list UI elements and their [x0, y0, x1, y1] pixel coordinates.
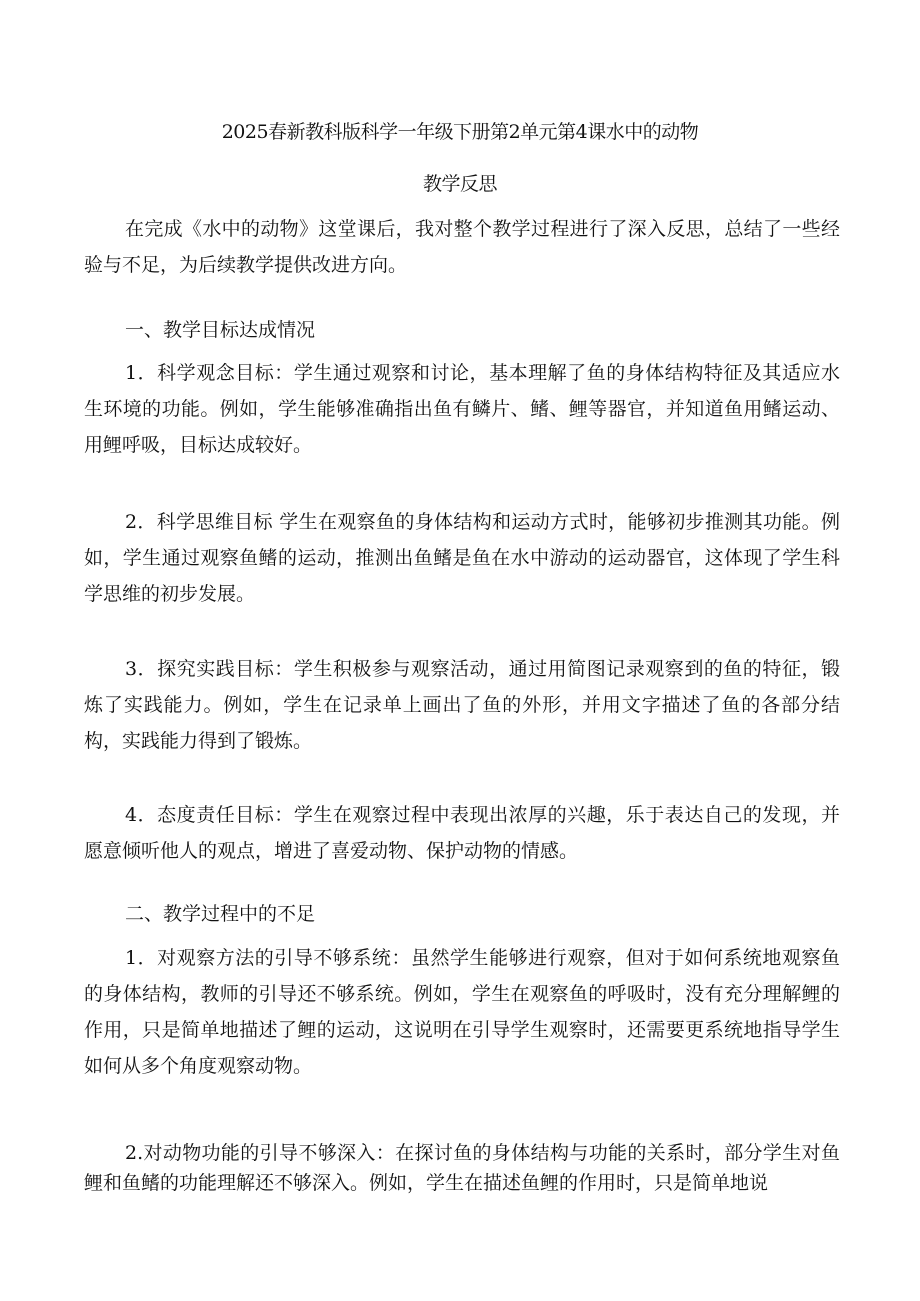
section-heading-goals: 一、教学目标达成情况: [125, 319, 316, 341]
goal-item-3: 3．探究实践目标：学生积极参与观察活动，通过用简图记录观察到的鱼的特征，锻炼了实践能力。例如，学生在记录单上画出了鱼的外形，并用文字描述了鱼的各部分结构，实践能力得到了锻炼。: [84, 658, 840, 752]
shortcoming-item-2: 2.对动物功能的引导不够深入：在探讨鱼的身体结构与功能的关系时，部分学生对鱼鲤和鱼鳍的功能理解还不够深入。例如，学生在描述鱼鲤的作用时，只是简单地说: [84, 1142, 840, 1194]
document-subtitle: 教学反思: [422, 173, 497, 195]
section-heading-shortcomings: 二、教学过程中的不足: [125, 903, 316, 925]
goal-item-1: 1．科学观念目标：学生通过观察和讨论，基本理解了鱼的身体结构特征及其适应水生环境的功能。例如，学生能够准确指出鱼有鳞片、鳍、鲤等器官，并知道鱼用鳍运动、用鲤呼吸，目标达成较好。: [84, 362, 840, 456]
intro-paragraph: 在完成《水中的动物》这堂课后，我对整个教学过程进行了深入反思，总结了一些经验与不足，为后续教学提供改进方向。: [84, 218, 840, 276]
shortcoming-item-1: 1．对观察方法的引导不够系统：虽然学生能够进行观察，但对于如何系统地观察鱼的身体结构，教师的引导还不够系统。例如，学生在观察鱼的呼吸时，没有充分理解鲤的作用，只是简单地描述了鲤的运动，这说明在引导学生观察时，还需要更系统地指导学生如何从多个角度观察动物。: [84, 947, 840, 1077]
goal-item-2: 2．科学思维目标 学生在观察鱼的身体结构和运动方式时，能够初步推测其功能。例如，学生通过观察鱼鳍的运动，推测出鱼鳍是鱼在水中游动的运动器官，这体现了学生科学思维的初步发展。: [84, 511, 840, 605]
goal-item-4: 4．态度责任目标：学生在观察过程中表现出浓厚的兴趣，乐于表达自己的发现，并愿意倾听他人的观点，增进了喜爱动物、保护动物的情感。: [84, 804, 840, 862]
document-title: 2025春新教科版科学一年级下册第2单元第4课水中的动物: [221, 121, 699, 143]
